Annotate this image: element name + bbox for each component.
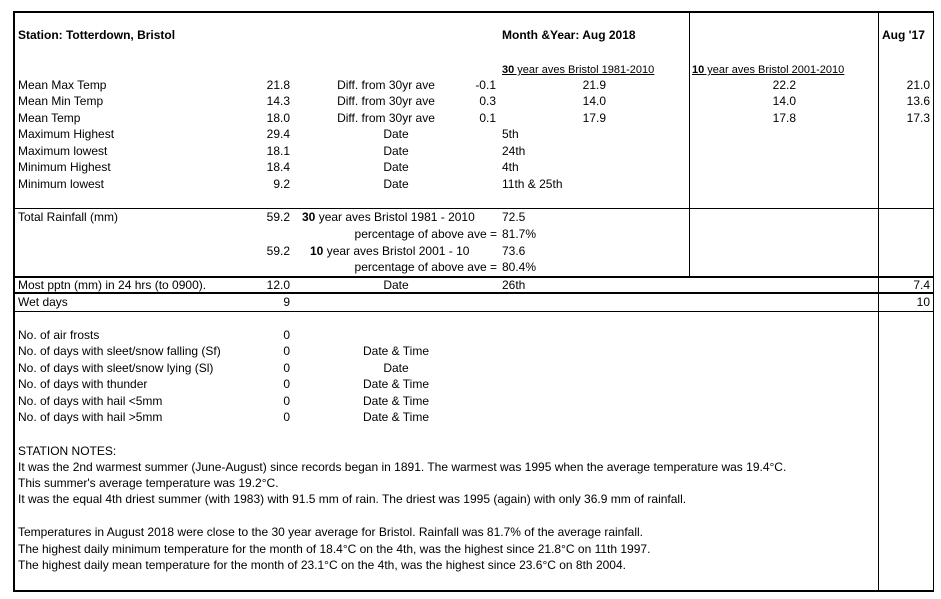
rain-ave10-value: 73.6 xyxy=(502,244,526,258)
count-mid-label: Date & Time xyxy=(362,377,430,391)
rain-ave30-label-bold: 30 xyxy=(302,210,316,224)
ave30-heading xyxy=(502,63,654,77)
ave30-heading-bold: 30 xyxy=(502,64,515,76)
temp-label: Minimum Highest xyxy=(18,160,111,174)
note-line: This summer's average temperature was 19.2°C. xyxy=(18,476,279,490)
temp-ave30: 14.0 xyxy=(582,94,606,108)
count-label: No. of days with sleet/snow falling (Sf) xyxy=(18,344,221,358)
count-mid-label: Date & Time xyxy=(362,344,430,358)
ave10-heading xyxy=(692,63,844,77)
temp-mid-label: Date xyxy=(383,127,409,141)
wet-days-label: Wet days xyxy=(18,295,68,309)
count-value: 0 xyxy=(283,377,290,391)
count-label: No. of days with sleet/snow lying (Sl) xyxy=(18,361,214,375)
rain-ave10-label-rest: year aves Bristol 2001 - 10 xyxy=(323,244,470,258)
temp-value: 14.3 xyxy=(266,94,290,108)
temp-date: 4th xyxy=(502,160,519,174)
temp-mid-label: Diff. from 30yr ave xyxy=(337,78,435,92)
note-line: Temperatures in August 2018 were close to the 30 year average for Bristol. Rainfall was 81.7% of the average rainfall. xyxy=(18,525,644,539)
temp-mid-label: Date xyxy=(383,160,409,174)
rain-label: Total Rainfall (mm) xyxy=(18,210,119,224)
note-line: The highest daily minimum temperature for the month of 18.4°C on the 4th, was the highest since 21.8°C on 11th 1997. xyxy=(18,542,651,556)
count-value: 0 xyxy=(283,328,290,342)
temp-ave10: 22.2 xyxy=(772,78,796,92)
count-value: 0 xyxy=(283,344,290,358)
pptn-date: 26th xyxy=(502,278,526,292)
prev-year-heading: Aug '17 xyxy=(882,28,925,42)
temp-value: 21.8 xyxy=(266,78,290,92)
pptn-prev: 7.4 xyxy=(913,278,930,292)
ave30-heading-rest: year aves Bristol 1981-2010 xyxy=(514,64,655,76)
count-label: No. of air frosts xyxy=(18,328,100,342)
count-mid-label: Date & Time xyxy=(362,410,430,424)
border-right xyxy=(933,11,934,592)
temp-diff: -0.1 xyxy=(475,78,496,92)
temp-value: 29.4 xyxy=(266,127,290,141)
temp-ave30: 21.9 xyxy=(582,78,606,92)
temp-label: Maximum Highest xyxy=(18,127,115,141)
ave10-heading-rest: year aves Bristol 2001-2010 xyxy=(704,64,845,76)
rain-value-10: 59.2 xyxy=(266,244,290,258)
temp-date: 24th xyxy=(502,144,526,158)
rain-value-30: 59.2 xyxy=(266,210,290,224)
temp-ave30: 17.9 xyxy=(582,111,606,125)
temp-value: 9.2 xyxy=(273,177,290,191)
station-name: Station: Totterdown, Bristol xyxy=(18,28,176,42)
temp-value: 18.1 xyxy=(266,144,290,158)
temp-diff: 0.3 xyxy=(479,94,496,108)
pptn-value: 12.0 xyxy=(266,278,290,292)
divider-wet-counts xyxy=(13,311,933,312)
temp-date: 11th & 25th xyxy=(502,177,563,191)
temp-prev: 21.0 xyxy=(906,78,930,92)
rain-ave30-label xyxy=(302,210,475,224)
count-value: 0 xyxy=(283,361,290,375)
pptn-label: Most pptn (mm) in 24 hrs (to 0900). xyxy=(18,278,207,292)
note-line: The highest daily mean temperature for the month of 23.1°C on the 4th, was the highest since 23.6°C on 8th 2004. xyxy=(18,558,626,572)
count-mid-label: Date & Time xyxy=(362,394,430,408)
temp-mid-label: Diff. from 30yr ave xyxy=(337,94,435,108)
month-year: Month &Year: Aug 2018 xyxy=(502,28,636,42)
temp-diff: 0.1 xyxy=(479,111,496,125)
rain-pct-label-30: percentage of above ave = xyxy=(354,227,497,241)
count-label: No. of days with hail >5mm xyxy=(18,410,163,424)
temp-value: 18.0 xyxy=(266,111,290,125)
rain-pct30: 81.7% xyxy=(502,227,537,241)
divider-prev-year xyxy=(878,11,879,592)
temp-ave10: 17.8 xyxy=(772,111,796,125)
wet-days-value: 9 xyxy=(283,295,290,309)
temp-prev: 13.6 xyxy=(906,94,930,108)
rain-pct10: 80.4% xyxy=(502,260,537,274)
rain-ave30-label-rest: year aves Bristol 1981 - 2010 xyxy=(315,210,475,224)
count-value: 0 xyxy=(283,394,290,408)
temp-date: 5th xyxy=(502,127,519,141)
temp-label: Minimum lowest xyxy=(18,177,105,191)
temp-label: Mean Max Temp xyxy=(18,78,107,92)
temp-label: Mean Temp xyxy=(18,111,81,125)
rain-pct-label-10: percentage of above ave = xyxy=(354,260,497,274)
count-mid-label: Date xyxy=(383,361,409,375)
border-left xyxy=(13,11,15,592)
temp-label: Maximum lowest xyxy=(18,144,108,158)
rain-ave10-label-bold: 10 xyxy=(310,244,324,258)
count-label: No. of days with hail <5mm xyxy=(18,394,163,408)
temp-label: Mean Min Temp xyxy=(18,94,104,108)
temp-ave10: 14.0 xyxy=(772,94,796,108)
divider-pptn-wet xyxy=(13,292,933,294)
divider-ave30-ave10 xyxy=(689,11,690,277)
count-label: No. of days with thunder xyxy=(18,377,148,391)
divider-temps-rain xyxy=(13,208,933,209)
temp-mid-label: Diff. from 30yr ave xyxy=(337,111,435,125)
count-value: 0 xyxy=(283,410,290,424)
pptn-mid-label: Date xyxy=(383,278,409,292)
temp-mid-label: Date xyxy=(383,144,409,158)
ave10-heading-bold: 10 xyxy=(692,64,705,76)
rain-ave30-value: 72.5 xyxy=(502,210,526,224)
border-top xyxy=(13,11,933,13)
notes-title: STATION NOTES: xyxy=(18,444,117,458)
temp-value: 18.4 xyxy=(266,160,290,174)
note-line: It was the equal 4th driest summer (with 1983) with 91.5 mm of rain. The driest was 1995 (again) with only 36.9 mm of rainfall. xyxy=(18,492,687,506)
rain-ave10-label xyxy=(310,244,469,258)
wet-days-prev: 10 xyxy=(916,295,930,309)
temp-prev: 17.3 xyxy=(906,111,930,125)
note-line: It was the 2nd warmest summer (June-August) since records began in 1891. The warmest was 1995 when the average temperature was 19.4°C. xyxy=(18,460,787,474)
temp-mid-label: Date xyxy=(383,177,409,191)
border-bottom xyxy=(13,590,933,592)
